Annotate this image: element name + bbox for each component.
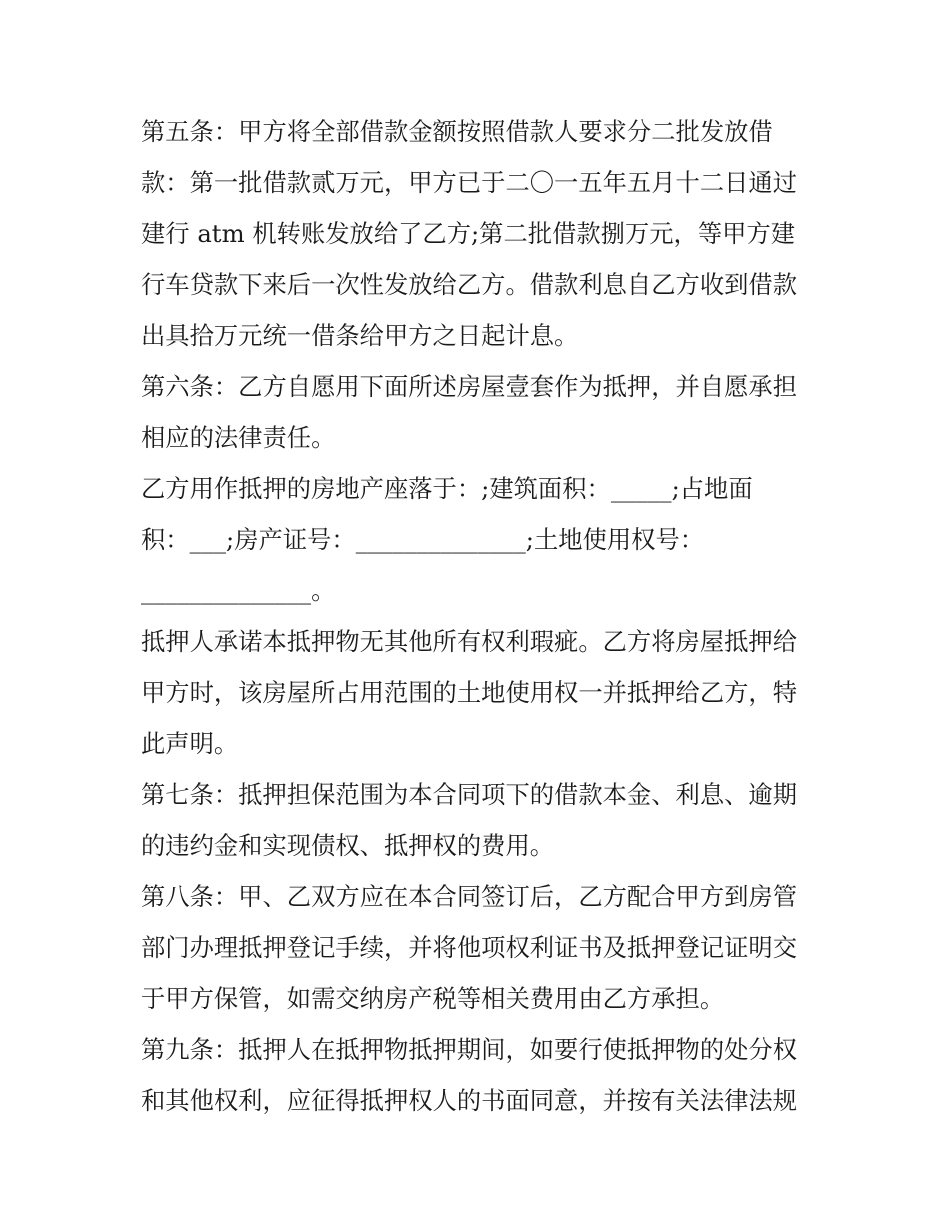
text-line: 积：___;房产证号：______________;土地使用权号： [141,525,705,554]
text-line: ______________。 [141,576,336,605]
text-line: 于甲方保管，如需交纳房产税等相关费用由乙方承担。 [141,984,725,1013]
article-6-paragraph [141,361,817,463]
text-line: 部门办理抵押登记手续，并将他项权利证书及抵押登记证明交 [141,933,798,962]
text-line: 乙方用作抵押的房地产座落于：;建筑面积：_____;占地面 [141,474,753,503]
article-9-paragraph [141,1024,817,1126]
text-line: 行车贷款下来后一次性发放给乙方。借款利息自乙方收到借款 [141,270,798,299]
text-line: 第八条：甲、乙双方应在本合同签订后，乙方配合甲方到房管 [141,882,798,911]
text-line: 和其他权利，应征得抵押权人的书面同意，并按有关法律法规 [141,1086,798,1115]
article-5-paragraph [141,106,817,361]
text-line: 相应的法律责任。 [141,423,336,452]
text-line: 此声明。 [141,729,239,758]
article-8-paragraph [141,871,817,1024]
text-line: 第六条：乙方自愿用下面所述房屋壹套作为抵押，并自愿承担 [141,372,798,401]
document-body [141,106,817,1126]
text-line: 甲方时，该房屋所占用范围的土地使用权一并抵押给乙方，特 [141,678,798,707]
text-line: 款：第一批借款贰万元，甲方已于二〇一五年五月十二日通过 [141,168,798,197]
text-line: 出具拾万元统一借条给甲方之日起计息。 [141,321,579,350]
text-line: 抵押人承诺本抵押物无其他所有权利瑕疵。乙方将房屋抵押给 [141,627,798,656]
property-details-paragraph [141,463,817,616]
mortgagor-statement-paragraph [141,616,817,769]
text-line: 第七条：抵押担保范围为本合同项下的借款本金、利息、逾期 [141,780,798,809]
text-line: 的违约金和实现债权、抵押权的费用。 [141,831,555,860]
article-7-paragraph [141,769,817,871]
text-line: 第九条：抵押人在抵押物抵押期间，如要行使抵押物的处分权 [141,1035,798,1064]
text-line: 第五条：甲方将全部借款金额按照借款人要求分二批发放借 [141,117,773,146]
text-line: 建行 atm 机转账发放给了乙方;第二批借款捌万元，等甲方建 [141,219,796,248]
